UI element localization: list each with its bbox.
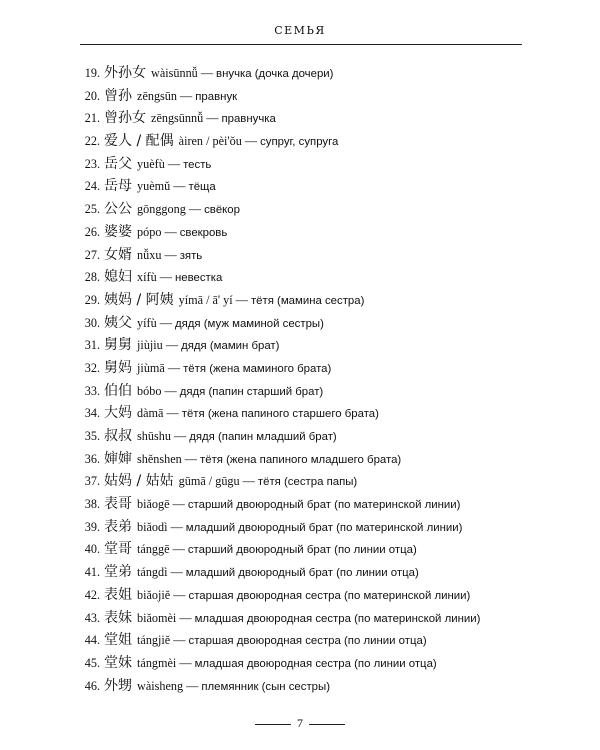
entry-hanzi: 姑妈 / 姑姑 [104,473,174,490]
entry-definition: дядя (мамин брат) [181,340,280,353]
entry-definition: тётя (жена папиного младшего брата) [200,453,402,466]
entry-hanzi: 堂姐 [104,632,132,649]
entry-hanzi: 曾孙女 [104,110,146,127]
entry-number: 42. [84,587,100,602]
entry-hanzi: 外甥 [104,677,132,694]
entry-number: 38. [84,497,100,512]
list-item [80,85,520,108]
list-item [80,289,520,312]
entry-pinyin: tánggē [137,542,170,557]
entry-definition: дядя (муж маминой сестры) [174,317,324,330]
entry-separator: — [186,678,199,693]
entry-number: 24. [84,179,100,194]
entry-hanzi: 姨父 [104,314,132,331]
entry-hanzi: 表哥 [104,496,132,513]
list-item [80,266,520,289]
entry-pinyin: gūmā / gūgu [178,474,240,489]
entry-hanzi: 堂弟 [104,564,132,581]
entry-separator: — [165,338,179,353]
entry-definition: тесть [183,158,212,171]
entry-number: 41. [84,565,100,580]
entry-definition: зять [179,249,203,262]
list-item [80,175,520,198]
entry-hanzi: 堂妹 [104,654,132,671]
entry-pinyin: tángjiě [137,633,171,648]
entry-number: 46. [84,678,100,693]
entry-hanzi: 舅舅 [104,337,132,354]
entry-separator: — [170,519,183,534]
entry-separator: — [180,88,193,103]
entry-number: 39. [84,519,100,534]
entry-number: 32. [84,360,100,375]
list-item [80,607,520,630]
entry-hanzi: 曾孙 [104,87,132,104]
entry-number: 26. [84,224,100,239]
list-item [80,584,520,607]
entry-pinyin: zēngsūn [137,88,177,103]
entry-hanzi: 媳妇 [104,269,132,286]
entry-pinyin: yímā / ā' yí [178,292,233,307]
list-item [80,62,520,85]
entry-separator: — [167,156,181,171]
list-item [80,561,520,584]
entry-number: 31. [84,338,100,353]
entry-separator: — [172,497,185,512]
list-item [80,402,520,425]
entry-hanzi: 爱人 / 配偶 [104,133,174,150]
entry-definition: племянник (сын сестры) [201,680,330,693]
entry-separator: — [244,134,258,149]
entry-hanzi: 岳父 [104,155,132,172]
entry-hanzi: 舅妈 [104,359,132,376]
entry-number: 20. [84,88,100,103]
entry-separator: — [235,292,248,307]
entry-definition: правнук [195,90,238,103]
entry-separator: — [179,655,192,670]
entry-number: 44. [84,633,100,648]
entry-pinyin: shěnshen [137,451,182,466]
entry-number: 19. [84,66,100,80]
entry-definition: тётя (сестра папы) [257,476,358,489]
entry-separator: — [170,565,183,580]
entry-number: 22. [84,134,100,149]
entry-separator: — [188,202,202,217]
list-item [80,493,520,516]
entry-pinyin: biǎomèi [137,610,177,625]
entry-separator: — [200,66,213,80]
list-item [80,629,520,652]
entry-pinyin: zēngsūnnǚ [151,111,204,126]
entry-pinyin: yuèfù [137,156,165,171]
entry-pinyin: xífù [137,270,157,285]
entry-pinyin: biǎodì [137,519,168,534]
entry-definition: невестка [174,272,223,285]
entry-hanzi: 女婿 [104,246,132,263]
page-footer [0,716,600,731]
entry-pinyin: shūshu [137,429,171,443]
entry-definition: супруг, супруга [260,136,339,149]
entry-pinyin: jiùjiu [137,338,163,353]
entry-number: 35. [84,429,100,443]
entry-separator: — [164,247,177,262]
entry-separator: — [166,406,179,421]
entry-pinyin: pópo [137,224,162,239]
entry-number: 33. [84,383,100,398]
entry-separator: — [184,451,197,466]
entry-number: 25. [84,202,100,217]
entry-hanzi: 表姐 [104,586,132,603]
footer-rule-right [309,724,345,725]
list-item [80,107,520,130]
entry-pinyin: tángdì [137,565,168,580]
entry-number: 30. [84,315,100,330]
entry-pinyin: yífù [137,315,157,330]
entry-number: 36. [84,451,100,466]
entry-hanzi: 岳母 [104,178,132,195]
entry-definition: дядя (папин младший брат) [189,431,337,443]
entry-hanzi: 表妹 [104,609,132,626]
footer-rule-left [255,724,291,725]
entry-pinyin: tángmèi [137,655,177,670]
entry-number: 27. [84,247,100,262]
entry-hanzi: 大妈 [104,405,132,422]
entry-pinyin: yuèmǔ [137,179,171,194]
entry-pinyin: biǎogē [137,497,170,512]
list-item [80,425,520,448]
entry-separator: — [242,474,255,489]
entry-separator: — [173,179,186,194]
entry-separator: — [164,224,177,239]
entry-definition: младший двоюродный брат (по линии отца) [185,567,419,580]
list-item [80,470,520,493]
list-item [80,221,520,244]
entry-separator: — [206,111,219,126]
list-item [80,198,520,221]
page-header-title: СЕМЬЯ [274,24,326,37]
entry-number: 37. [84,474,100,489]
entry-hanzi: 叔叔 [104,428,132,444]
entry-definition: старший двоюродный брат (по материнской линии) [187,499,461,512]
list-item [80,516,520,539]
entry-definition: дядя (папин старший брат) [179,385,324,398]
list-item [80,380,520,403]
entry-number: 43. [84,610,100,625]
entry-definition: старший двоюродный брат (по линии отца) [187,544,417,557]
list-item [80,334,520,357]
entry-definition: тётя (жена маминого брата) [183,362,332,375]
list-item [80,244,520,267]
entry-hanzi: 外孙女 [104,65,146,81]
entry-pinyin: dàmā [137,406,164,421]
entry-pinyin: bóbo [137,383,162,398]
entry-definition: младшая двоюродная сестра (по линии отца) [194,657,437,670]
entry-pinyin: àiren / pèi'ǒu [178,134,242,149]
entry-separator: — [159,270,172,285]
list-item [80,312,520,335]
vocabulary-list [80,62,520,697]
entry-definition: младшая двоюродная сестра (по материнской линии) [194,612,481,625]
entry-separator: — [179,610,192,625]
entry-hanzi: 姨妈 / 阿姨 [104,291,174,308]
entry-separator: — [167,360,181,375]
entry-number: 45. [84,655,100,670]
entry-pinyin: jiùmā [137,360,165,375]
list-item [80,153,520,176]
entry-pinyin: wàisheng [137,678,184,693]
entry-pinyin: nǚxu [137,247,162,262]
entry-hanzi: 婆婆 [104,223,132,240]
entry-separator: — [172,542,185,557]
entry-pinyin: gōnggong [137,202,186,217]
entry-separator: — [159,315,172,330]
entry-hanzi: 公公 [104,201,132,218]
entry-number: 29. [84,292,100,307]
entry-hanzi: 婶婶 [104,450,132,467]
entry-separator: — [173,429,187,443]
entry-definition: тётя (мамина сестра) [250,294,365,307]
entry-hanzi: 表弟 [104,518,132,535]
entry-definition: внучка (дочка дочери) [216,68,334,80]
entry-hanzi: 伯伯 [104,382,132,399]
entry-number: 23. [84,156,100,171]
list-item [80,357,520,380]
list-item [80,652,520,675]
entry-definition: свёкор [204,204,240,217]
entry-number: 28. [84,270,100,285]
entry-definition: младший двоюродный брат (по материнской линии) [185,521,463,534]
entry-definition: тётя (жена папиного старшего брата) [181,408,379,421]
entry-definition: правнучка [221,113,276,126]
entry-number: 21. [84,111,100,126]
header-rule [80,44,522,45]
entry-definition: свекровь [179,226,228,239]
entry-separator: — [173,587,186,602]
entry-pinyin: wàisūnnǚ [151,66,198,80]
list-item [80,538,520,561]
page-number: 7 [297,716,303,730]
entry-separator: — [173,633,186,648]
entry-definition: тёща [188,181,216,194]
list-item [80,130,520,153]
list-item [80,448,520,471]
entry-number: 40. [84,542,100,557]
entry-definition: старшая двоюродная сестра (по материнской линии) [188,589,471,602]
entry-definition: старшая двоюродная сестра (по линии отца) [188,635,427,648]
entry-hanzi: 堂哥 [104,541,132,558]
entry-separator: — [164,383,177,398]
list-item [80,675,520,698]
entry-pinyin: biǎojiě [137,587,171,602]
entry-number: 34. [84,406,100,421]
